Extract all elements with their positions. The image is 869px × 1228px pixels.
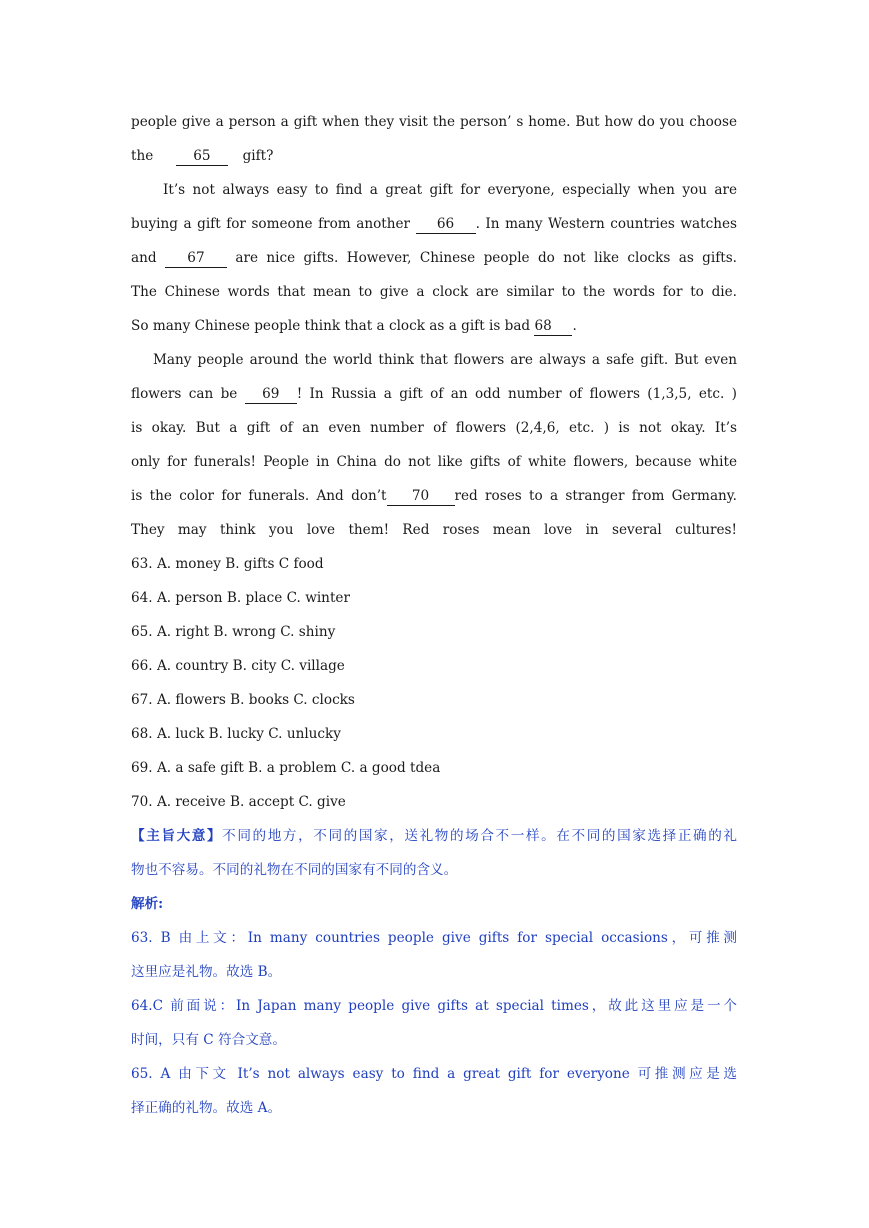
analysis-label: 解析:	[131, 896, 164, 912]
blank-70: 70	[387, 487, 455, 506]
passage-line: It’s not always easy to find a great gift for everyone, especially when you are	[163, 182, 737, 198]
analysis-line: 择正确的礼物。故选 A。	[131, 1100, 282, 1116]
passage-text: ! In Russia a gift of an odd number of flowers (1,3,5, etc. )	[296, 386, 737, 402]
passage-text: red roses to a stranger from Germany.	[454, 488, 737, 504]
passage-text: buying a gift for someone from another	[131, 216, 411, 232]
passage-line: people give a person a gift when they visit the person’ s home. But how do you choose	[131, 114, 737, 130]
passage-text: .	[572, 318, 577, 334]
passage-text: So many Chinese people think that a clock as a gift is bad	[131, 318, 531, 334]
analysis-line: 63. B 由上文：In many countries people give gifts for special occasions，可推测	[131, 930, 737, 946]
summary-text: 不同的地方，不同的国家，送礼物的场合不一样。在不同的国家选择正确的礼	[222, 828, 737, 844]
analysis-line: 时间，只有 C 符合文意。	[131, 1032, 286, 1048]
summary-line: 物也不容易。不同的礼物在不同的国家有不同的含义。	[131, 862, 458, 878]
option-70: 70. A. receive B. accept C. give	[131, 794, 346, 810]
analysis-line: 64.C 前面说：In Japan many people give gifts at special times，故此这里应是一个	[131, 998, 737, 1014]
passage-line: only for funerals! People in China do not like gifts of white flowers, because white	[131, 454, 737, 470]
passage-line	[131, 241, 737, 275]
blank-66: 66	[416, 215, 476, 234]
analysis-line: 65. A 由下文 It’s not always easy to find a great gift for everyone 可推测应是选	[131, 1066, 737, 1082]
option-66: 66. A. country B. city C. village	[131, 658, 345, 674]
passage-text: and	[131, 250, 157, 266]
passage-line: Many people around the world think that flowers are always a safe gift. But even	[153, 352, 737, 368]
passage-text: is the color for funerals. And don’t	[131, 488, 387, 504]
document-page	[131, 105, 737, 1125]
option-68: 68. A. luck B. lucky C. unlucky	[131, 726, 341, 742]
passage-line	[131, 139, 737, 173]
blank-68: 68	[534, 317, 572, 336]
option-65: 65. A. right B. wrong C. shiny	[131, 624, 336, 640]
passage-text: gift?	[242, 148, 274, 164]
option-64: 64. A. person B. place C. winter	[131, 590, 350, 606]
passage-line	[131, 479, 737, 513]
blank-67: 67	[165, 249, 227, 268]
option-69: 69. A. a safe gift B. a problem C. a good tdea	[131, 760, 441, 776]
passage-text: . In many Western countries watches	[475, 216, 737, 232]
passage-text: flowers can be	[131, 386, 238, 402]
blank-69: 69	[245, 385, 297, 404]
passage-line: The Chinese words that mean to give a clock are similar to the words for to die.	[131, 284, 737, 300]
passage-line	[131, 377, 737, 411]
summary-line	[131, 819, 737, 853]
passage-text: the	[131, 148, 154, 164]
passage-line: They may think you love them! Red roses mean love in several cultures!	[131, 522, 737, 538]
passage-text: are nice gifts. However, Chinese people do not like clocks as gifts.	[235, 250, 737, 266]
analysis-line: 这里应是礼物。故选 B。	[131, 964, 282, 980]
option-67: 67. A. flowers B. books C. clocks	[131, 692, 355, 708]
passage-line: is okay. But a gift of an even number of flowers (2,4,6, etc. ) is not okay. It’s	[131, 420, 737, 436]
passage-line	[131, 309, 737, 343]
option-63: 63. A. money B. gifts C food	[131, 556, 324, 572]
passage-line	[131, 207, 737, 241]
blank-65: 65	[176, 147, 228, 166]
summary-label: 【主旨大意】	[131, 828, 223, 844]
